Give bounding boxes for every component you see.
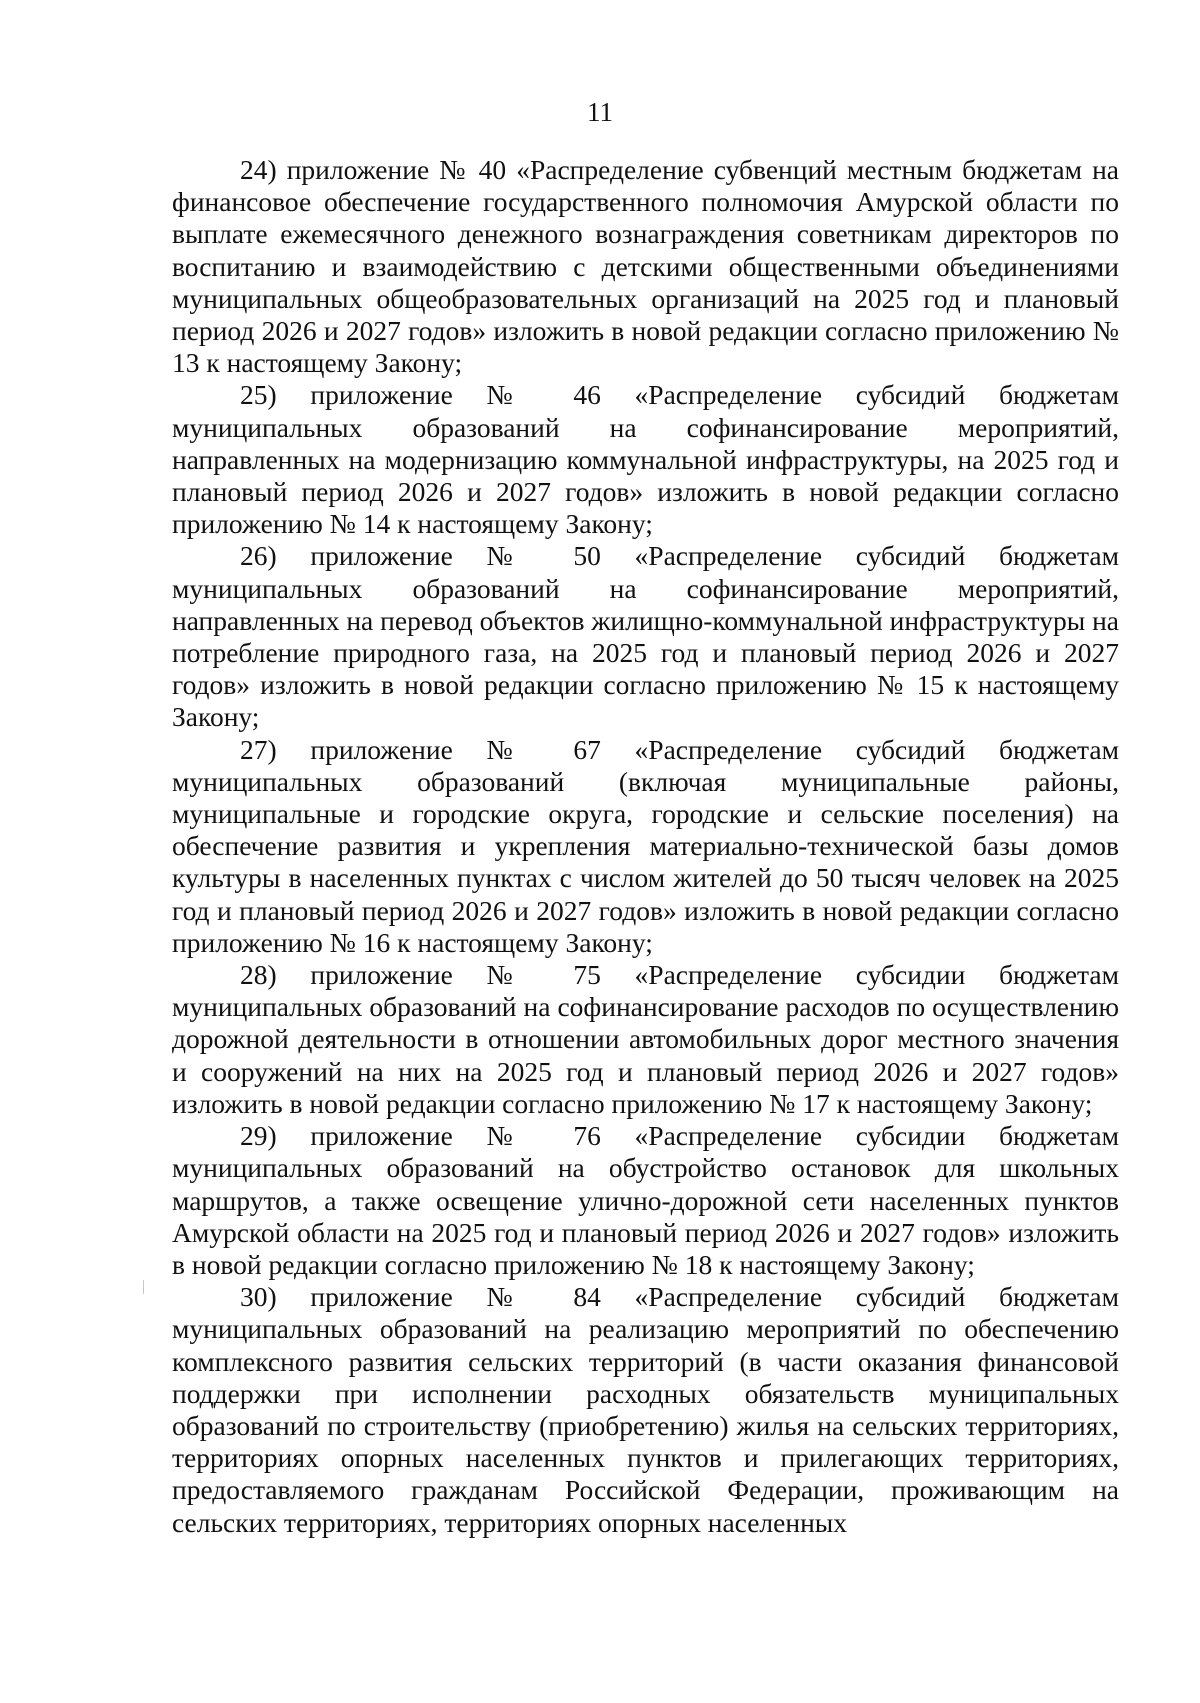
page-number: 11	[587, 97, 613, 127]
list-item-29: 29) приложение № 76 «Распределение субсидии бюджетам муниципальных образований на обустройство остановок для школьных маршрутов, а также освещение улично-дорожной сети населенных пунктов Амурской области на 2025 год и плановый период 2026 и 2027 годов» изложить в новой редакции согласно приложению № 18 к настоящему Закону;	[172, 1120, 1119, 1280]
list-item-27: 27) приложение № 67 «Распределение субсидий бюджетам муниципальных образований (включая муниципальные районы, муниципальные и городские округа, городские и сельские поселения) на обеспечение развития и укрепления материально-технической базы домов культуры в населенных пунктах с числом жителей до 50 тысяч человек на 2025 год и плановый период 2026 и 2027 годов» изложить в новой редакции согласно приложению № 16 к настоящему Закону;	[172, 733, 1119, 958]
list-item-25: 25) приложение № 46 «Распределение субсидий бюджетам муниципальных образований на софинансирование мероприятий, направленных на модернизацию коммунальной инфраструктуры, на 2025 год и плановый период 2026 и 2027 годов» изложить в новой редакции согласно приложению № 14 к настоящему Закону;	[172, 379, 1119, 540]
document-body	[172, 154, 1119, 1539]
list-item-28: 28) приложение № 75 «Распределение субсидии бюджетам муниципальных образований на софинансирование расходов по осуществлению дорожной деятельности в отношении автомобильных дорог местного значения и сооружений на них на 2025 год и плановый период 2026 и 2027 годов» изложить в новой редакции согласно приложению № 17 к настоящему Закону;	[172, 959, 1119, 1119]
list-item-26: 26) приложение № 50 «Распределение субсидий бюджетам муниципальных образований на софинансирование мероприятий, направленных на перевод объектов жилищно-коммунальной инфраструктуры на потребление природного газа, на 2025 год и плановый период 2026 и 2027 годов» изложить в новой редакции согласно приложению № 15 к настоящему Закону;	[172, 540, 1119, 733]
scan-margin-mark	[143, 1280, 144, 1294]
list-item-24: 24) приложение № 40 «Распределение субвенций местным бюджетам на финансовое обеспечение государственного полномочия Амурской области по выплате ежемесячного денежного вознаграждения советникам директоров по воспитанию и взаимодействию с детскими общественными объединениями муниципальных общеобразовательных организаций на 2025 год и плановый период 2026 и 2027 годов» изложить в новой редакции согласно приложению № 13 к настоящему Закону;	[172, 154, 1119, 379]
list-item-30: 30) приложение № 84 «Распределение субсидий бюджетам муниципальных образований на реализацию мероприятий по обеспечению комплексного развития сельских территорий (в части оказания финансовой поддержки при исполнении расходных обязательств муниципальных образований по строительству (приобретению) жилья на сельских территориях, территориях опорных населенных пунктов и прилегающих территориях, предоставляемого гражданам Российской Федерации, проживающим на сельских территориях, территориях опорных населенных	[172, 1281, 1119, 1538]
